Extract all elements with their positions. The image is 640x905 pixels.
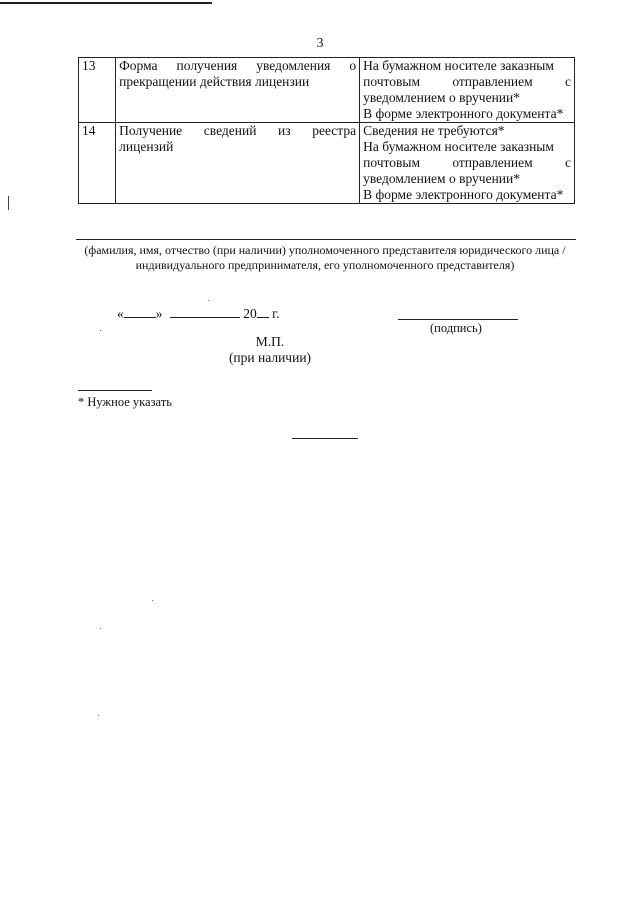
- scan-speck: [100, 628, 101, 629]
- year-blank: [257, 305, 269, 318]
- table-row-14: [79, 123, 575, 204]
- table-row-13: [79, 58, 575, 123]
- scan-speck: [100, 330, 101, 331]
- close-quote: »: [155, 306, 163, 321]
- option-line: На бумажном носителе заказным: [363, 58, 554, 73]
- license-form-table: [78, 57, 575, 204]
- option-line: почтовым отправлением с: [363, 155, 571, 170]
- option-line: уведомлением о вручении*: [363, 171, 520, 186]
- option-line: уведомлением о вручении*: [363, 90, 520, 105]
- row-field-name: Получение сведений из реестра лицензий: [116, 123, 360, 204]
- end-of-page-rule: [292, 438, 358, 439]
- caption-line-1: (фамилия, имя, отчество (при наличии) уполномоченного представителя юридического лица /: [84, 243, 566, 257]
- stamp-label: М.П.: [255, 334, 285, 349]
- year-suffix: г.: [272, 306, 280, 321]
- scan-margin-mark: [8, 196, 9, 210]
- scan-top-line: [0, 2, 212, 4]
- signature-line: [398, 319, 518, 320]
- representative-name-line: [76, 239, 576, 240]
- option-line: На бумажном носителе заказным: [363, 139, 554, 154]
- scan-speck: [152, 600, 153, 601]
- date-field: [117, 305, 280, 322]
- day-blank: [124, 305, 156, 318]
- option-line: Сведения не требуются*: [363, 123, 505, 138]
- signature-label: (подпись): [430, 321, 482, 335]
- option-line: В форме электронного документа*: [363, 106, 564, 121]
- row-options: [360, 58, 575, 123]
- row-number: 14: [79, 123, 116, 204]
- scan-speck: [208, 300, 209, 301]
- year-prefix: 20: [243, 306, 257, 321]
- page-number: 3: [316, 36, 324, 51]
- caption-line-2: индивидуального предпринимателя, его уполномоченного представителя): [135, 258, 515, 272]
- option-line: почтовым отправлением с: [363, 74, 571, 89]
- representative-caption: [70, 243, 580, 273]
- open-quote: «: [117, 306, 124, 321]
- row-field-name: Форма получения уведомления о прекращении действия лицензии: [116, 58, 360, 123]
- option-line: В форме электронного документа*: [363, 187, 564, 202]
- row-number: 13: [79, 58, 116, 123]
- stamp-note: (при наличии): [228, 350, 312, 365]
- scan-speck: [98, 715, 99, 716]
- footnote-rule: [78, 390, 152, 391]
- row-options: [360, 123, 575, 204]
- footnote: * Нужное указать: [78, 395, 172, 409]
- month-blank: [170, 305, 240, 318]
